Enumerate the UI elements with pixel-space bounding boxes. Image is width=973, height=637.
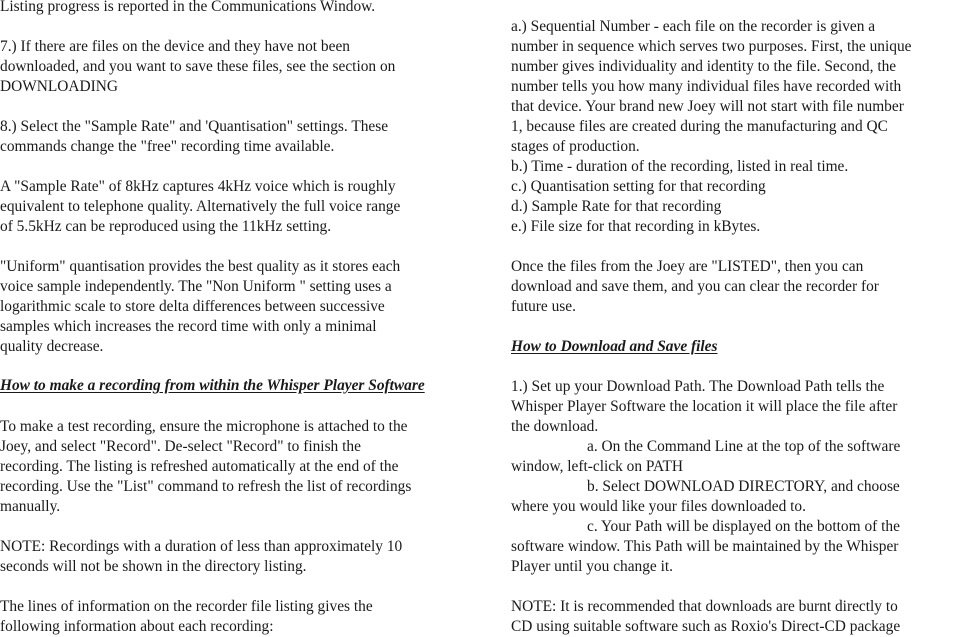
text-line: e.) File size for that recording in kBytes. [511,218,761,235]
text-line: b.) Time - duration of the recording, listed in real time. [511,158,849,175]
text-line: software window. This Path will be maintained by the Whisper [511,538,899,555]
text-line: 1.) Set up your Download Path. The Download Path tells the [511,378,885,395]
text-line: downloaded, and you want to save these files, see the section on [0,58,396,75]
text-line: future use. [511,298,576,315]
text-line: Once the files from the Joey are "LISTED", then you can [511,258,864,275]
text-line: d.) Sample Rate for that recording [511,198,722,215]
text-line: c.) Quantisation setting for that recording [511,178,766,195]
text-line: voice sample independently. The "Non Uniform " setting uses a [0,278,392,295]
text-line: a. On the Command Line at the top of the software [587,438,901,455]
text-line: recording. Use the "List" command to refresh the list of recordings [0,478,412,495]
text-line: 7.) If there are files on the device and they have not been [0,38,350,55]
text-line: that device. Your brand new Joey will not start with file number [511,98,904,115]
text-line: DOWNLOADING [0,78,118,95]
text-line: c. Your Path will be displayed on the bottom of the [587,518,900,535]
text-line: Player until you change it. [511,558,673,575]
text-line: Listing progress is reported in the Communications Window. [0,0,376,15]
text-line: the download. [511,418,599,435]
text-line: quality decrease. [0,338,104,355]
text-line: b. Select DOWNLOAD DIRECTORY, and choose [587,478,900,495]
text-line: window, left-click on PATH [511,458,683,475]
text-line: number tells you how many individual files have recorded with [511,78,902,95]
text-line: The lines of information on the recorder file listing gives the [0,598,373,615]
text-line: A "Sample Rate" of 8kHz captures 4kHz voice which is roughly [0,178,396,195]
text-line: "Uniform" quantisation provides the best quality as it stores each [0,258,401,275]
text-line: number in sequence which serves two purposes. First, the unique [511,38,912,55]
text-line: samples which increases the record time with only a minimal [0,318,377,335]
text-line: NOTE: Recordings with a duration of less than approximately 10 [0,538,403,555]
text-line: where you would like your files downloaded to. [511,498,806,515]
text-line: a.) Sequential Number - each file on the recorder is given a [511,18,876,35]
text-line: CD using suitable software such as Roxio's Direct-CD package [511,618,901,635]
text-line: seconds will not be shown in the directory listing. [0,558,307,575]
text-line: Joey, and select "Record". De-select "Record" to finish the [0,438,361,455]
text-line: stages of production. [511,138,640,155]
text-line: download and save them, and you can clear the recorder for [511,278,879,295]
text-line: NOTE: It is recommended that downloads are burnt directly to [511,598,898,615]
text-line: commands change the "free" recording time available. [0,138,335,155]
text-line: of 5.5kHz can be reproduced using the 11kHz setting. [0,218,332,235]
text-line: 8.) Select the "Sample Rate" and 'Quantisation" settings. These [0,118,389,135]
text-line: equivalent to telephone quality. Alternatively the full voice range [0,198,401,215]
text-line: following information about each recording: [0,618,274,635]
text-line: logarithmic scale to store delta differences between successive [0,298,385,315]
text-line: number gives individuality and identity to the file. Second, the [511,58,897,75]
section-heading-download: How to Download and Save files [511,338,718,355]
text-line: 1, because files are created during the manufacturing and QC [511,118,888,135]
text-line: To make a test recording, ensure the microphone is attached to the [0,418,408,435]
section-heading-recording: How to make a recording from within the Whisper Player Software [0,377,425,394]
text-line: manually. [0,498,61,515]
text-line: Whisper Player Software the location it will place the file after [511,398,898,415]
text-line: recording. The listing is refreshed automatically at the end of the [0,458,399,475]
